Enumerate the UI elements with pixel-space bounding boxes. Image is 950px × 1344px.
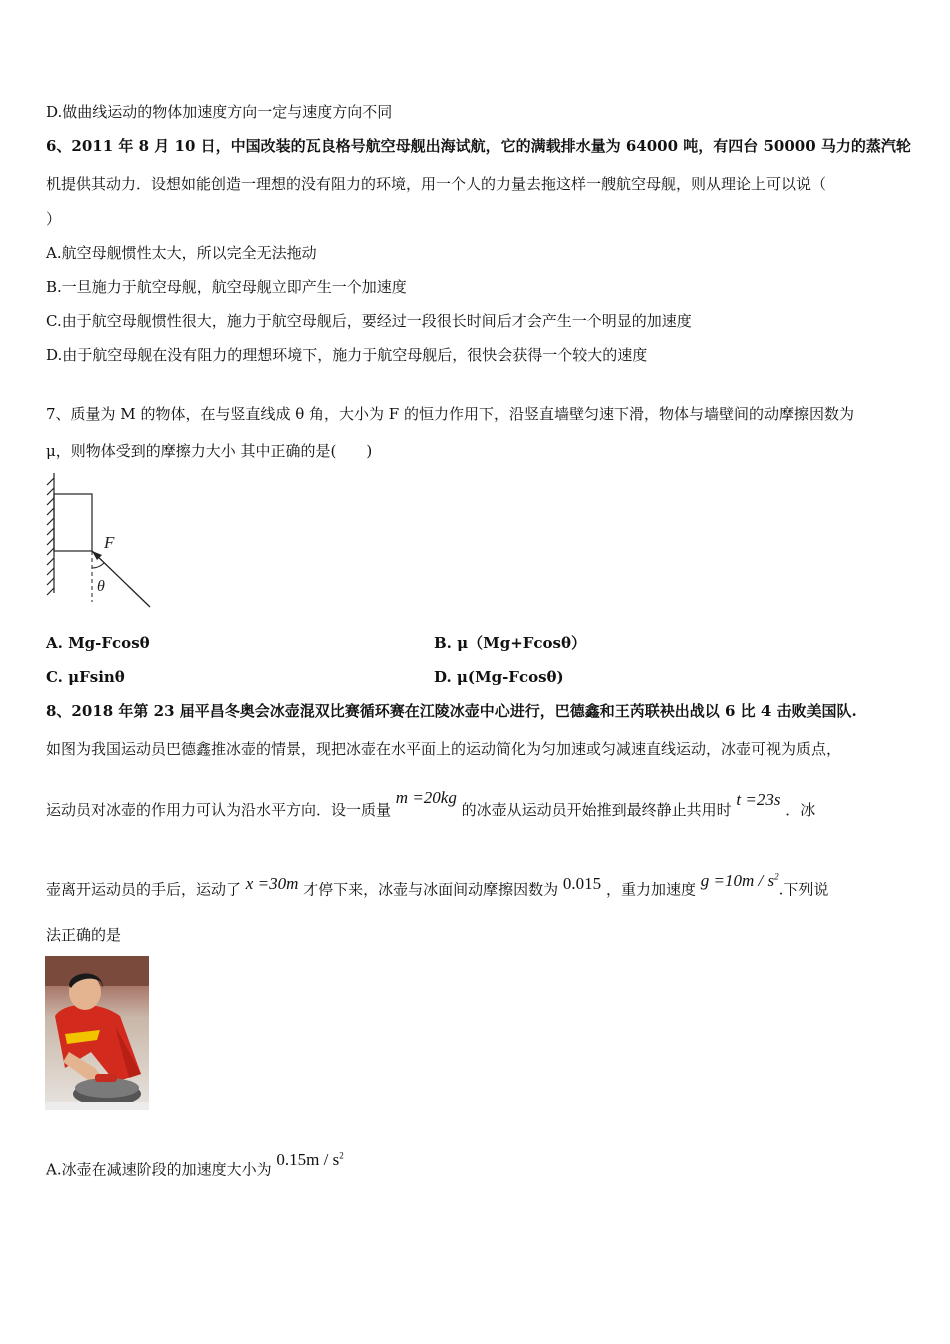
q6-stem-line2: 机提供其动力．设想如能创造一理想的没有阻力的环境，用一个人的力量去拖这样一艘航空母舰，则从理论上可以说（: [46, 175, 827, 193]
q5-option-d: D.做曲线运动的物体加速度方向一定与速度方向不同: [46, 103, 393, 121]
q8-stem-line5: 法正确的是: [46, 926, 122, 944]
block: [54, 494, 92, 551]
q7-stem-line1: 7、质量为 M 的物体，在与竖直线成 θ 角，大小为 F 的恒力作用下，沿竖直墙壁匀速下滑，物体与墙壁间的动摩擦因数为: [46, 405, 854, 423]
q6-stem-line1: 6、2011 年 8 月 10 日，中国改装的瓦良格号航空母舰出海试航，它的满载排水量为 64000 吨，有四台 50000 马力的蒸汽轮: [46, 137, 911, 155]
q7-options-row1: [46, 633, 910, 653]
q8-friction-coefficient: 0.015: [562, 873, 602, 893]
angle-arc: [92, 563, 104, 568]
wall-hatching: [47, 473, 54, 595]
q8-line4-text2: 才停下来，冰壶与冰面间动摩擦因数为: [303, 880, 559, 899]
q8-stem-line3: [46, 788, 910, 820]
q7-option-d: D. μ(Mg-Fcosθ): [434, 668, 564, 686]
q6-option-d: D.由于航空母舰在没有阻力的理想环境下，施力于航空母舰后，很快会获得一个较大的速度: [46, 346, 648, 364]
q8-line3-text2: 的冰壶从运动员开始推到最终静止共用时: [461, 801, 732, 819]
q8-time-formula: t =23s: [736, 790, 781, 809]
q6-option-c: C.由于航空母舰惯性很大，施力于航空母舰后，要经过一段很长时间后才会产生一个明显的加速度: [46, 312, 692, 330]
q8-mass-formula: m =20kg: [395, 788, 457, 807]
q8-stem-line1: 8、2018 年第 23 届平昌冬奥会冰壶混双比赛循环赛在江陵冰壶中心进行，巴德鑫和王芮联袂出战以 6 比 4 击败美国队.: [46, 702, 857, 720]
q8-stem-line4: [46, 870, 910, 900]
q6-option-a: A.航空母舰惯性太大，所以完全无法拖动: [46, 244, 317, 262]
q7-option-c: C. μFsinθ: [46, 668, 125, 686]
q8-option-a: [46, 1149, 910, 1180]
q8-stem-line2: 如图为我国运动员巴德鑫推冰壶的情景，现把冰壶在水平面上的运动简化为匀加速或匀减速直线运动，冰壶可视为质点，: [46, 740, 842, 758]
curling-athlete-photo: [45, 956, 149, 1110]
q8-distance-formula: x =30m: [245, 873, 299, 893]
q8-line4-text4: .下列说: [778, 880, 829, 899]
q6-stem-line3: ）: [46, 210, 62, 228]
q7-wall-block-diagram: [40, 470, 160, 615]
q7-option-a: A. Mg-Fcosθ: [46, 634, 150, 652]
q8-line4-text1: 壶离开运动员的手后，运动了: [46, 880, 242, 899]
q7-options-row2: [46, 667, 910, 687]
angle-label: θ: [97, 578, 105, 595]
q8-gravity-formula: $g =10m / s^2$: [700, 870, 779, 890]
q8-line3-text1: 运动员对冰壶的作用力可认为沿水平方向．设一质量: [46, 801, 392, 819]
q7-stem-line2: μ，则物体受到的摩擦力大小 其中正确的是( ): [46, 442, 373, 460]
force-label: F: [104, 533, 115, 552]
q8-line4-text3: ，重力加速度: [605, 880, 696, 899]
q8-line3-text3: ．冰: [785, 801, 816, 819]
q7-option-b: B. μ（Mg+Fcosθ）: [434, 634, 586, 652]
q6-option-b: B.一旦施力于航空母舰，航空母舰立即产生一个加速度: [46, 278, 407, 296]
q8-option-a-text: A.冰壶在减速阶段的加速度大小为: [46, 1160, 272, 1179]
q8-option-a-formula: $0.15m / s^2$: [276, 1149, 344, 1169]
